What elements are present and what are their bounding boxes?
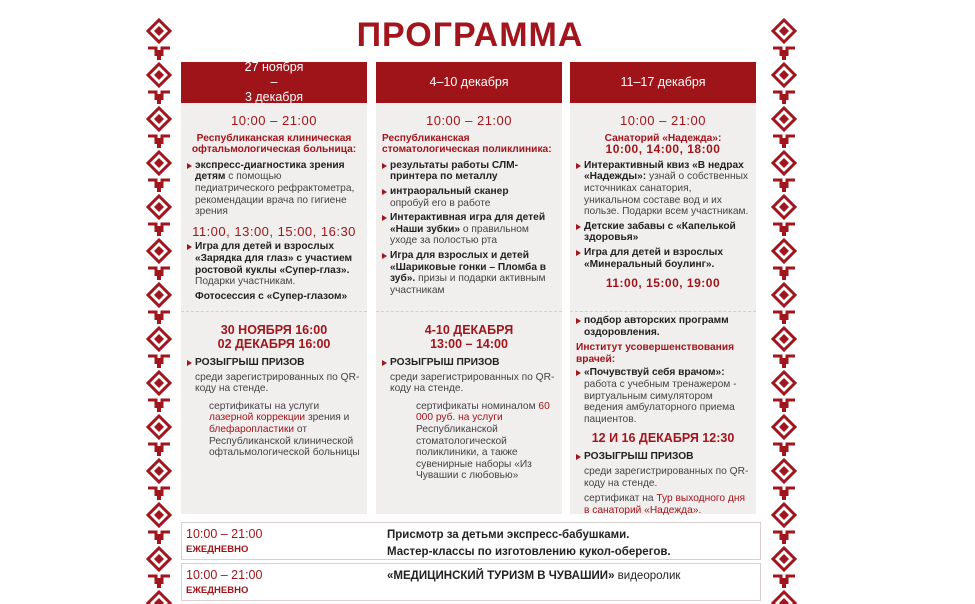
list-item: Игра для детей и взрослых «Минеральный боулинг». [576,247,750,270]
session-times: 11:00, 13:00, 15:00, 16:30 [192,223,356,239]
row-time: 10:00 – 21:00 [186,527,263,541]
prize-description: сертификаты на услуги лазерной коррекции зрения и блефаропластики от Республиканской клинической офтальмологической больницы [209,400,360,459]
prize-title: РОЗЫГРЫШ ПРИЗОВ [187,357,361,369]
daily-row-2 [181,563,761,601]
list-item: экспресс-диагностика зрения детям с помощью педиатрического рефрактометра, рекомендации врача по гигиене зрения [187,160,361,218]
row-daily-label: ЕЖЕДНЕВНО [186,544,249,555]
column-header-1: 27 ноября – 3 декабря [181,62,367,103]
list-item: подбор авторских программ оздоровления. [576,315,750,338]
prize-subtitle: среди зарегистрированных по QR-коду на стенде. [584,465,749,489]
time-range: 10:00 – 21:00 [230,113,318,128]
divider [181,311,367,312]
prize-description: сертификаты номиналом 60 000 руб. на услуги Республиканской стоматологической поликлиники, а также сувенирные наборы «Из Чувашии с любовью» [416,400,550,482]
column-header-2: 4–10 декабря [376,62,562,103]
divider [570,311,756,312]
photo-session: Фотосессия с «Супер-глазом» [195,290,348,302]
prize-time: 4-10 ДЕКАБРЯ 13:00 – 14:00 [424,323,514,351]
schedule-column-1 [181,62,367,514]
organization-name: Санаторий «Надежда»: [604,132,722,144]
prize-time: 30 НОЯБРЯ 16:00 02 ДЕКАБРЯ 16:00 [217,323,331,351]
list-item: Интерактивная игра для детей «Наши зубки» о правильном уходе за полостью рта [382,212,556,247]
organization-name: Республиканская клиническая офтальмологическая больница: [191,132,357,156]
row-text: «МЕДИЦИНСКИЙ ТУРИЗМ В ЧУВАШИИ» видеоролик [387,570,681,582]
prize-title: РОЗЫГРЫШ ПРИЗОВ [576,451,750,463]
divider [376,311,562,312]
list-item: Интерактивный квиз «В недрах «Надежды»: узнай о собственных источниках санатория, уникальном составе вод и их пользе. Подарки всем участникам. [576,160,750,218]
list-item: Игра для детей и взрослых «Зарядка для глаз» с участием ростовой куклы «Супер-глаз». Подарки участникам. [187,241,361,287]
prize-subtitle: среди зарегистрированных по QR-коду на стенде. [390,371,555,395]
schedule-column-2 [376,62,562,514]
prize-time: 12 И 16 ДЕКАБРЯ 12:30 [591,431,735,446]
time-range: 10:00 – 21:00 [425,113,513,128]
list-item: результаты работы СЛМ-принтера по металлу [382,160,556,183]
column-header-3: 11–17 декабря [570,62,756,103]
list-item: Детские забавы с «Капелькой здоровья» [576,221,750,244]
row-time: 10:00 – 21:00 [186,568,263,582]
session-times: 10:00, 14:00, 18:00 [605,142,721,157]
prize-title: РОЗЫГРЫШ ПРИЗОВ [382,357,556,369]
organization-name: Республиканская стоматологическая поликлиника: [382,132,552,156]
list-item: интраоральный сканер опробуй его в работе [382,186,556,209]
prize-subtitle: среди зарегистрированных по QR-коду на стенде. [195,371,360,395]
ornament-border-left [146,18,172,604]
row-daily-label: ЕЖЕДНЕВНО [186,585,249,596]
time-range: 10:00 – 21:00 [619,113,707,128]
organization-name: Институт усовершенствования врачей: [576,342,735,365]
list-item: «Почувствуй себя врачом»: работа с учебным тренажером - виртуальным симулятором ведения амбулаторного приема пациентов. [576,367,750,425]
row-text: Присмотр за детьми экспресс-бабушками. Мастер-классы по изготовлению кукол-оберегов. [387,529,671,558]
session-times: 11:00, 15:00, 19:00 [605,276,721,291]
schedule-column-3 [570,62,756,514]
prize-description: сертификат на Тур выходного дня в санаторий «Надежда». [584,493,745,516]
list-item: Игра для взрослых и детей «Шариковые гонки – Пломба в зуб». призы и подарки активным участникам [382,250,556,296]
page-title: ПРОГРАММА [356,16,584,54]
daily-row-1 [181,522,761,560]
ornament-border-right [771,18,797,604]
